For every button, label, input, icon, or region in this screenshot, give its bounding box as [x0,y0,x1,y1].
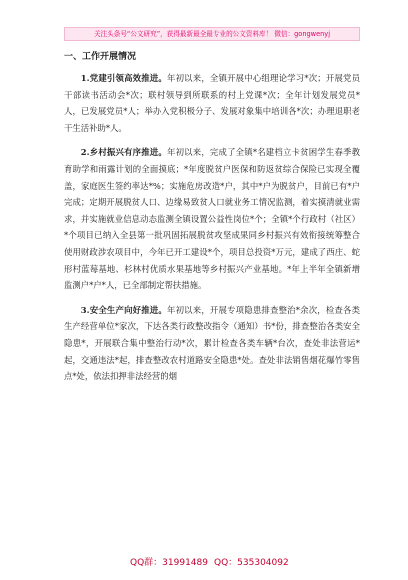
qq-group-link[interactable]: QQ群：31991489 [130,558,208,568]
paragraph-text: 年初以来，开展专项隐患排查整治*余次，检查各类生产经营单位*家次，下达各类行政整改指令（通知）书*份，排查整治各类安全隐患*，开展联合集中整治行动*次，累计检查各类车辆*台次，查处非法营运*起，交通违法*起，排查整改农村道路安全隐患*处。查处非法销售烟花爆竹零售点*处，依法扣押非法经营的烟 [64,304,361,382]
promo-banner[interactable]: 关注头条号“公文研究”，获得最新最全最专业的公文资料库！ 微信：gongwenyj [64,27,360,41]
paragraph-text: 年初以来，全镇开展中心组理论学习*次；开展党员干部读书活动会*次；联村领导到所联系的村上党课*次；全年计划发展党员*人，已发展党员*人；举办入党积极分子、发展对象集中培训各*次；办理退职老干生活补助*人。 [64,73,361,133]
section-title: 一、工作开展情况 [64,52,137,62]
paragraph-lead: 1.党建引领高效推进。 [80,73,167,83]
paragraph-lead: 3.安全生产向好推进。 [80,304,167,315]
qq-contact-link[interactable]: QQ：535304092 [214,558,289,568]
paragraph-rural-revitalization [64,144,360,293]
document-body [64,50,360,393]
paragraph-text: 年初以来，完成了全镇*名建档立卡贫困学生春季教育助学和雨露计划的全面摸底；*年度脱贫户医保和防返贫综合保险已实现全覆盖，家庭医生签约率达*%；实施危房改造*户，其中*户为脱贫户，目前已有*户完成；定期开展脱贫人口、边缘易致贫人口就业务工情况监测，着实摸清就业需求，并实施就业信息动态监测全镇设置公益性岗位*个；全镇*个行政村（社区）*个项目已纳入全县第一批巩固拓展脱贫攻坚成果同乡村振兴有效衔接统筹整合使用财政涉农项目中，今年已开工建设*个，项目总投资*万元，建成了西庄、蛇形村蓝莓基地、杉林村优质水果基地等乡村振兴产业基地。*年上半年全镇新增监测户*户*人，已全部制定帮扶措施。 [64,147,361,291]
paragraph-lead: 2.乡村振兴有序推进。 [80,147,167,158]
contact-footer [0,555,408,569]
paragraph-party-building [64,70,360,136]
paragraph-work-safety [64,302,360,385]
